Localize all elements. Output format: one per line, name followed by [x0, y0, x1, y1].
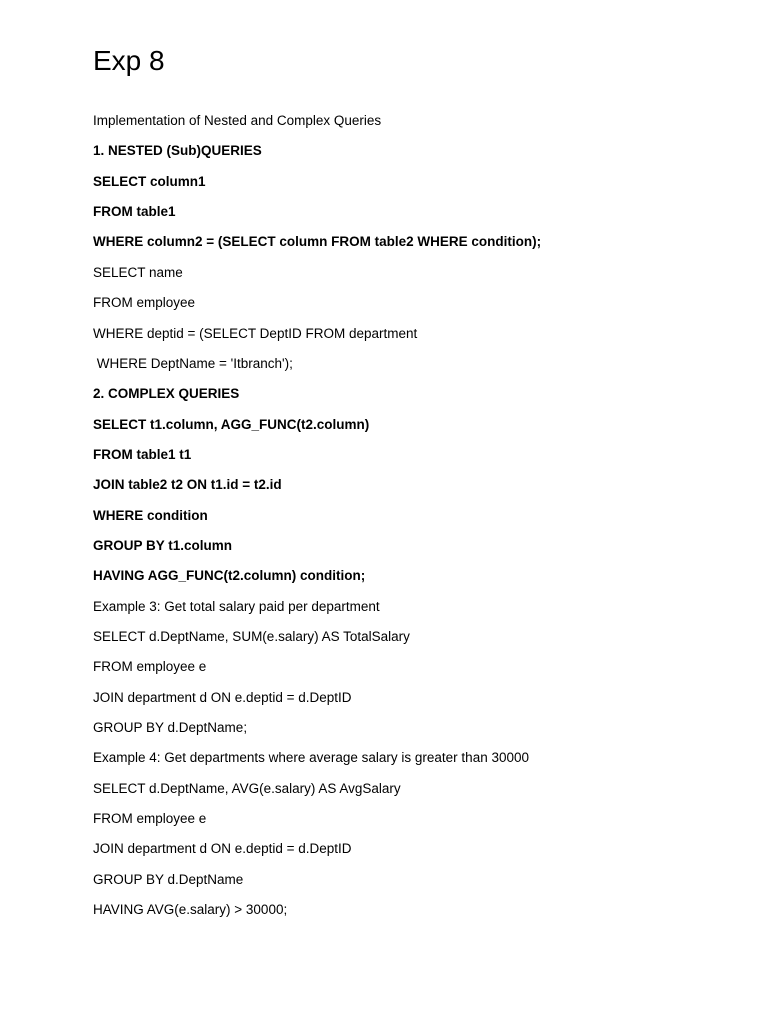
document-line: HAVING AGG_FUNC(t2.column) condition; — [93, 568, 366, 584]
document-title: Exp 8 — [93, 45, 165, 76]
document-line: WHERE column2 = (SELECT column FROM table2 WHERE condition); — [93, 234, 542, 250]
document-line: GROUP BY t1.column — [93, 537, 233, 553]
document-line: JOIN department d ON e.deptid = d.DeptID — [93, 841, 352, 857]
document-line: WHERE DeptName = 'Itbranch'); — [93, 355, 293, 371]
document-line: HAVING AVG(e.salary) > 30000; — [93, 902, 288, 918]
document-line: GROUP BY d.DeptName; — [93, 720, 248, 735]
document-line: JOIN table2 t2 ON t1.id = t2.id — [93, 477, 282, 493]
document-line: FROM table1 t1 — [93, 446, 192, 462]
document-line: Example 4: Get departments where average salary is greater than 30000 — [93, 750, 529, 766]
document-line: Example 3: Get total salary paid per department — [93, 598, 380, 614]
document-line: GROUP BY d.DeptName — [93, 871, 244, 887]
document-line: 2. COMPLEX QUERIES — [93, 386, 240, 402]
document-line: Implementation of Nested and Complex Queries — [93, 113, 382, 128]
document-line: JOIN department d ON e.deptid = d.DeptID — [93, 689, 352, 705]
document-line: FROM table1 — [93, 204, 176, 220]
document-line: 1. NESTED (Sub)QUERIES — [93, 143, 262, 159]
document-line: SELECT t1.column, AGG_FUNC(t2.column) — [93, 416, 370, 432]
document-line: SELECT name — [93, 264, 183, 280]
document-line: FROM employee e — [93, 811, 207, 827]
document-line: SELECT d.DeptName, AVG(e.salary) AS AvgSalary — [93, 780, 401, 796]
document-line: SELECT d.DeptName, SUM(e.salary) AS TotalSalary — [93, 629, 410, 644]
document-line: WHERE condition — [93, 507, 208, 523]
document-line: WHERE deptid = (SELECT DeptID FROM department — [93, 325, 418, 341]
document-line: SELECT column1 — [93, 173, 206, 189]
document-line: FROM employee e — [93, 659, 207, 675]
document-line: FROM employee — [93, 295, 196, 311]
